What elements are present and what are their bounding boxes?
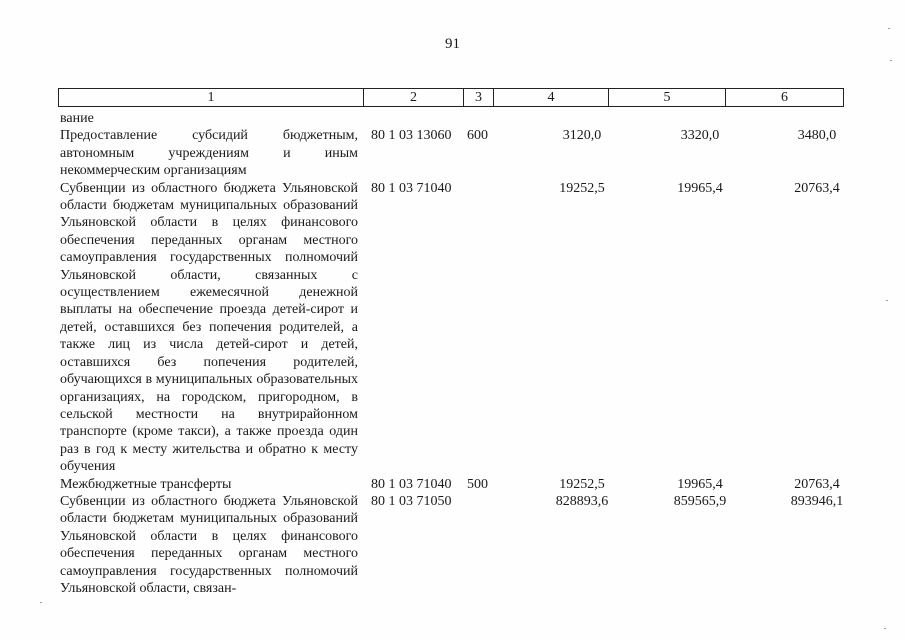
scan-speck [884, 628, 886, 629]
scan-speck [890, 60, 892, 61]
table-row [60, 110, 860, 127]
table-row [60, 127, 860, 179]
row-description: Предоставление субсидий бюджетным, автономным учреждениям и иным некоммерческим организациям [60, 128, 358, 179]
header-col-5: 5 [609, 89, 726, 106]
row-value-2: 859565,9 [673, 493, 727, 509]
row-value-3: 20763,4 [794, 476, 840, 492]
header-col-1: 1 [59, 89, 364, 106]
row-description: вание [60, 111, 94, 126]
row-expense-type: 500 [467, 476, 488, 492]
row-code: 80 1 03 71050 [371, 493, 452, 509]
row-value-2: 3320,0 [680, 128, 720, 144]
table-row [60, 493, 860, 597]
header-col-6: 6 [781, 90, 788, 105]
row-value-3: 893946,1 [790, 493, 844, 509]
row-value-2: 19965,4 [677, 180, 723, 196]
header-col-3: 3 [464, 89, 494, 106]
row-description: Межбюджетные трансферты [60, 476, 232, 492]
row-value-1: 19252,5 [559, 180, 605, 196]
scan-speck [40, 602, 42, 603]
row-code: 80 1 03 71040 [371, 180, 452, 196]
table-header [58, 88, 844, 107]
row-description: Субвенции из областного бюджета Ульяновской области бюджетам муниципальных образований Ульяновской области в целях финансового обеспечения переданных органам местного самоуправления государственных полномочий Ульяновской области, связан- [60, 493, 358, 596]
row-value-1: 19252,5 [559, 476, 605, 492]
table-body [60, 110, 860, 597]
row-expense-type: 600 [467, 128, 488, 144]
row-value-2: 19965,4 [677, 476, 723, 492]
row-description: Субвенции из областного бюджета Ульяновской области бюджетам муниципальных образований Ульяновской области в целях финансового обеспечения переданных органам местного самоуправления государственных полномочий Ульяновской области, связанных с осуществлением ежемесячной денежной выплаты на обеспечение проезда детей-сирот и детей, оставшихся без попечения родителей, а также лиц из числа детей-сирот и детей, оставшихся без попечения родителей, обучающихся в муниципальных образовательных организациях, на городском, пригородном, в сельской местности на внутрирайонном транспорте (кроме такси), а также проезда один раз в год к месту жительства и обратно к месту обучения [60, 180, 358, 475]
page-number: 91 [445, 36, 460, 52]
row-value-1: 828893,6 [555, 493, 609, 509]
row-value-3: 3480,0 [797, 128, 837, 144]
row-value-3: 20763,4 [794, 180, 840, 196]
row-code: 80 1 03 13060 [371, 128, 452, 144]
scan-speck [886, 300, 888, 301]
row-value-1: 3120,0 [562, 128, 602, 144]
header-col-2: 2 [364, 89, 464, 106]
row-code: 80 1 03 71040 [371, 476, 452, 492]
table-row [60, 476, 860, 493]
scan-speck [888, 28, 890, 29]
header-col-4: 4 [494, 89, 609, 106]
table-row [60, 180, 860, 476]
